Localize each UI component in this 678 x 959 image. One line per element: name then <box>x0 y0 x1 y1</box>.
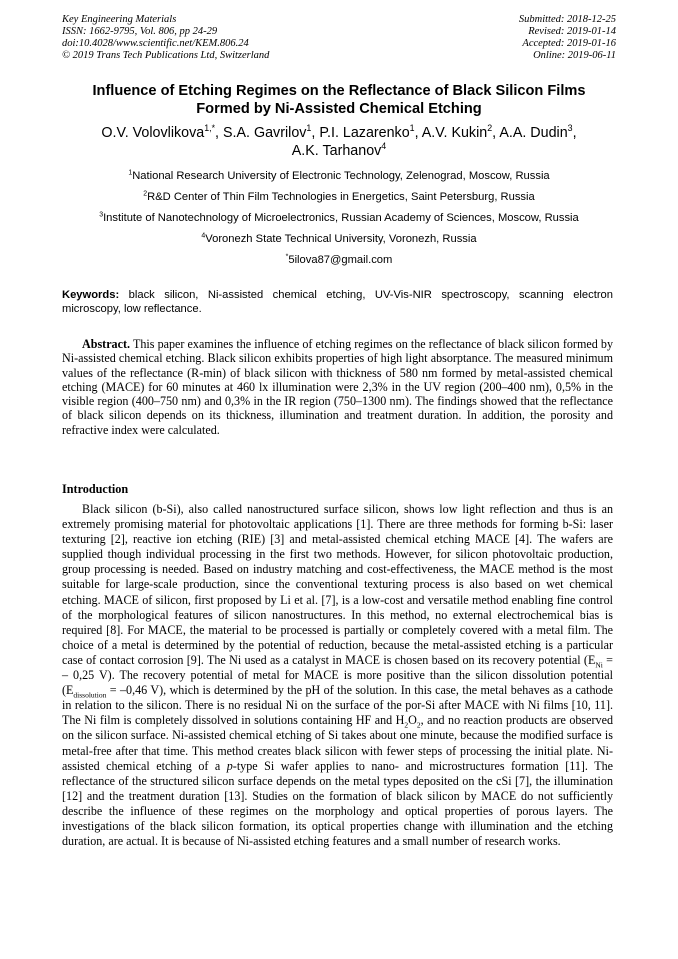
section-heading-introduction: Introduction <box>62 482 129 496</box>
keywords <box>62 288 613 316</box>
journal-doi: doi:10.4028/www.scientific.net/KEM.806.24 <box>62 38 249 49</box>
affiliation-4: $^4$Voronezh State Technical University, Voronezh, Russia <box>201 232 477 245</box>
title-line-2: Formed by Ni-Assisted Chemical Etching <box>196 101 482 117</box>
keywords-text: black silicon, Ni-assisted chemical etching, UV-Vis-NIR spectroscopy, scanning electron microscopy, low reflectance. <box>62 289 613 315</box>
dates-header <box>519 14 616 62</box>
author: A.V. Kukin$^2$, <box>421 123 500 141</box>
author-list <box>50 124 628 160</box>
introduction-paragraph: Black silicon (b-Si), also called nanostructured surface silicon, shows low light reflection and thus is an extremely promising material for photovoltaic applications [1]. There are three methods for forming b-Si: laser texturing [2], reactive ion etching (RIE) [3] and metal-assisted chemical etching MACE [4]. The wafers are supplied though individual processing in the first two methods. However, for silicon photovoltaic production, group processing is needed. Based on industry matching and cost-effectiveness, the MACE method is the most suitable for large-scale production, since the conventional texturing process is also based on wet chemical etching. MACE of silicon, first proposed by Li et al. [7], is a low-cost and versatile method enabling fine control of the morphological features of silicon nanostructures. In this method, no external electrochemical bias is required [8]. For MACE, the material to be processed is partially or completely covered with a metal film. The choice of a metal is determined by the potential of reduction, because the metal-assisted etching is a particular case of contact corrosion [9]. The Ni used as a catalyst in MACE is chosen based on its recovery potential ($E_{Ni}$ = – 0,25 V). The recovery potential of metal for MACE is more positive than the silicon dissolution potential ($E_{dissolution} = -0,46$ V), which is determined by the pH of the solution. In this case, the metal behaves as a cathode in relation to the silicon. There is no residual Ni on the surface of the por-Si after MACE with Ni films [10, 11]. The Ni film is completely dissolved in solutions containing HF and $H_2O_2$, and no reaction products are observed on the silicon surface. Ni-assisted chemical etching of Si takes about one minute, because the modified surface is metal-free after that time. This method creates black silicon with fewer steps of processing the initial plate. Ni-assisted chemical etching of a p-type Si wafer applies to nano- and microstructures formation [11]. The reflectance of the structured silicon surface depends on the metal types deposited on the cSi [7], the illumination [12] and the treatment duration [13]. Studies on the formation of black silicon by MACE do not sufficiently describe the influence of these regimes on the morphology and optical properties of porous layers. The investigations of the black silicon formation, its optical properties change with illumination and the etching duration, are actual. It is because of Ni-assisted etching features and a small number of research works. <box>62 502 613 849</box>
journal-name: Key Engineering Materials <box>62 14 177 25</box>
paper-title <box>50 82 628 118</box>
abstract-label: Abstract. <box>82 337 131 351</box>
author: O.V. Volovlikova$^{1,*}$, <box>101 123 223 141</box>
abstract-text: This paper examines the influence of etching regimes on the reflectance of black silicon formed by Ni-assisted chemical etching. Black silicon exhibits properties of high light absorptance. The measured minimum values of the reflectance (R-min) of black silicon with thickness of 580 nm formed by metal-assisted chemical etching (MACE) for 60 minutes at 460 lx illumination were 2,3% in the UV region (200–400 nm), 0,5% in the visible region (400–750 nm) and 0,3% in the IR region (750–1300 nm). The findings showed that the reflectance of black silicon depends on its thickness, illumination and treatment duration. In addition, the porosity and refractive index were calculated. <box>62 337 613 437</box>
affiliation-2: $^2$R&D Center of Thin Film Technologies in Energetics, Saint Petersburg, Russia <box>143 190 535 203</box>
journal-copyright: © 2019 Trans Tech Publications Ltd, Switzerland <box>62 50 270 61</box>
date-submitted: Submitted: 2018-12-25 <box>518 14 616 25</box>
keywords-label: Keywords: <box>62 289 120 301</box>
title-line-1: Influence of Etching Regimes on the Reflectance of Black Silicon Films <box>92 83 586 99</box>
author: A.K. Tarhanov$^4$ <box>291 141 387 159</box>
author: S.A. Gavrilov$^1$, <box>223 123 320 141</box>
journal-header <box>62 14 269 62</box>
affiliation-3: $^3$Institute of Nanotechnology of Microelectronics, Russian Academy of Sciences, Moscow, Russia <box>99 211 579 224</box>
date-online: Online: 2019-06-11 <box>533 50 616 61</box>
author: A.A. Dudin$^3$, <box>499 123 577 141</box>
corresponding-email[interactable]: *5ilova87@gmail.com <box>285 253 393 266</box>
date-accepted: Accepted: 2019-01-16 <box>522 38 616 49</box>
abstract <box>62 337 613 437</box>
journal-issn: ISSN: 1662-9795, Vol. 806, pp 24-29 <box>62 26 218 37</box>
date-revised: Revised: 2019-01-14 <box>528 26 616 37</box>
author: P.I. Lazarenko$^1$, <box>319 123 422 141</box>
affiliation-1: $^1$National Research University of Electronic Technology, Zelenograd, Moscow, Russia <box>128 169 550 182</box>
